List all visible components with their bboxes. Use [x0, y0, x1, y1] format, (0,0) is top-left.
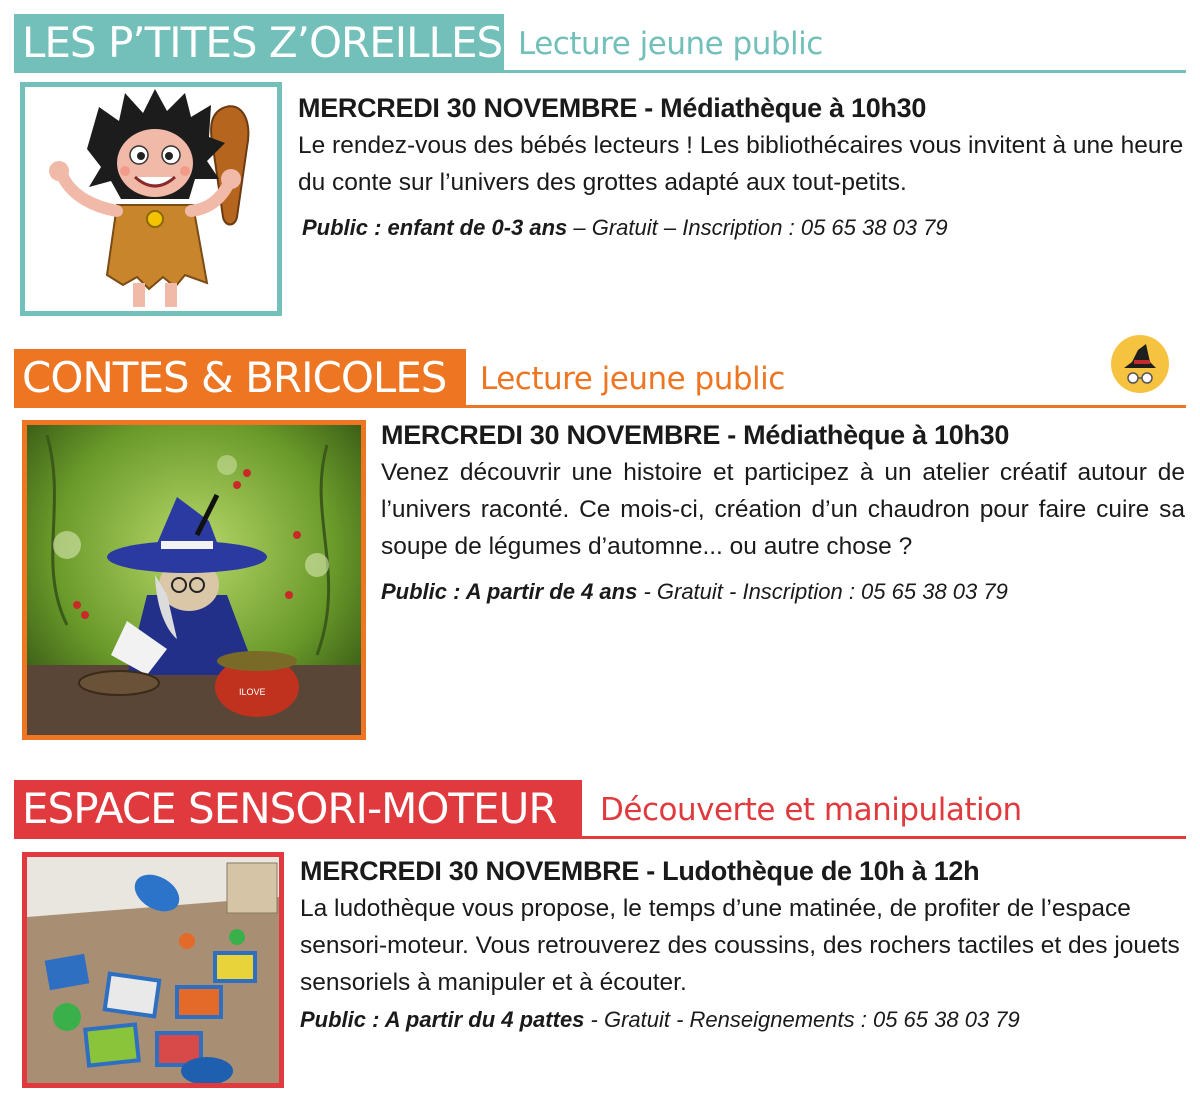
event-details: - Gratuit - Inscription : 05 65 38 03 79: [637, 579, 1008, 604]
witch-hat-badge-icon: [1110, 334, 1170, 394]
event-audience: Public : A partir du 4 pattes: [300, 1007, 585, 1032]
event-date: MERCREDI 30 NOVEMBRE: [381, 420, 721, 450]
event-heading: MERCREDI 30 NOVEMBRE - Médiathèque à 10h30: [298, 93, 927, 123]
section-subtitle: Lecture jeune public: [480, 361, 785, 397]
event-date: MERCREDI 30 NOVEMBRE: [298, 93, 638, 123]
section-subtitle: Découverte et manipulation: [600, 792, 1022, 828]
event-info: [300, 1005, 1186, 1035]
event-audience: Public : enfant de 0-3 ans: [302, 215, 568, 240]
event-description: Venez découvrir une histoire et participez à un atelier créatif autour de l’univers raconté. Ce mois-ci, création d’un chaudron pour faire cuire sa soupe de légumes d’automne... ou autre chose ?: [381, 459, 1185, 560]
event-image-caveman: [20, 82, 282, 316]
section-banner-espace-sensori-moteur: [14, 780, 1186, 840]
caveman-child-illustration: [25, 87, 277, 311]
section-subtitle: Lecture jeune public: [518, 26, 823, 62]
event-image-sensory-room: [22, 852, 284, 1088]
event-place: Médiathèque à 10h30: [660, 93, 927, 123]
section-title: LES P’TITES Z’OREILLES: [14, 14, 504, 72]
witch-with-cauldron-illustration: [27, 425, 361, 735]
event-espace-sensori-moteur: [300, 854, 1186, 1035]
event-ptites-oreilles: [298, 91, 1186, 243]
event-info: [381, 577, 1185, 607]
section-title: CONTES & BRICOLES: [14, 349, 466, 407]
section-title: ESPACE SENSORI-MOTEUR: [14, 780, 582, 838]
event-image-witch: [22, 420, 366, 740]
sensory-room-photo: [27, 857, 279, 1083]
event-place: Médiathèque à 10h30: [743, 420, 1010, 450]
svg-text:ILOVE: ILOVE: [239, 687, 266, 697]
event-description: La ludothèque vous propose, le temps d’une matinée, de profiter de l’espace sensori-moteur. Vous retrouverez des coussins, des rochers tactiles et des jouets sensoriels à manipuler et à écouter.: [300, 895, 1180, 996]
section-rule: [14, 70, 1186, 73]
event-date: MERCREDI 30 NOVEMBRE: [300, 856, 640, 886]
event-heading: MERCREDI 30 NOVEMBRE - Ludothèque de 10h à 12h: [300, 856, 980, 886]
event-place: Ludothèque de 10h à 12h: [662, 856, 980, 886]
section-banner-ptites-oreilles: [14, 14, 1186, 74]
section-rule: [14, 836, 1186, 839]
section-rule: [14, 405, 1186, 408]
event-contes-bricoles: [381, 418, 1185, 607]
event-details: – Gratuit – Inscription : 05 65 38 03 79: [567, 215, 948, 240]
event-audience: Public : A partir de 4 ans: [381, 579, 638, 604]
event-heading: MERCREDI 30 NOVEMBRE - Médiathèque à 10h30: [381, 420, 1010, 450]
event-details: - Gratuit - Renseignements : 05 65 38 03 79: [584, 1007, 1020, 1032]
section-banner-contes-bricoles: [14, 349, 1186, 409]
event-description: Le rendez-vous des bébés lecteurs ! Les bibliothécaires vous invitent à une heure du conte sur l’univers des grottes adapté aux tout-petits.: [298, 132, 1184, 196]
event-info: [302, 213, 1186, 243]
